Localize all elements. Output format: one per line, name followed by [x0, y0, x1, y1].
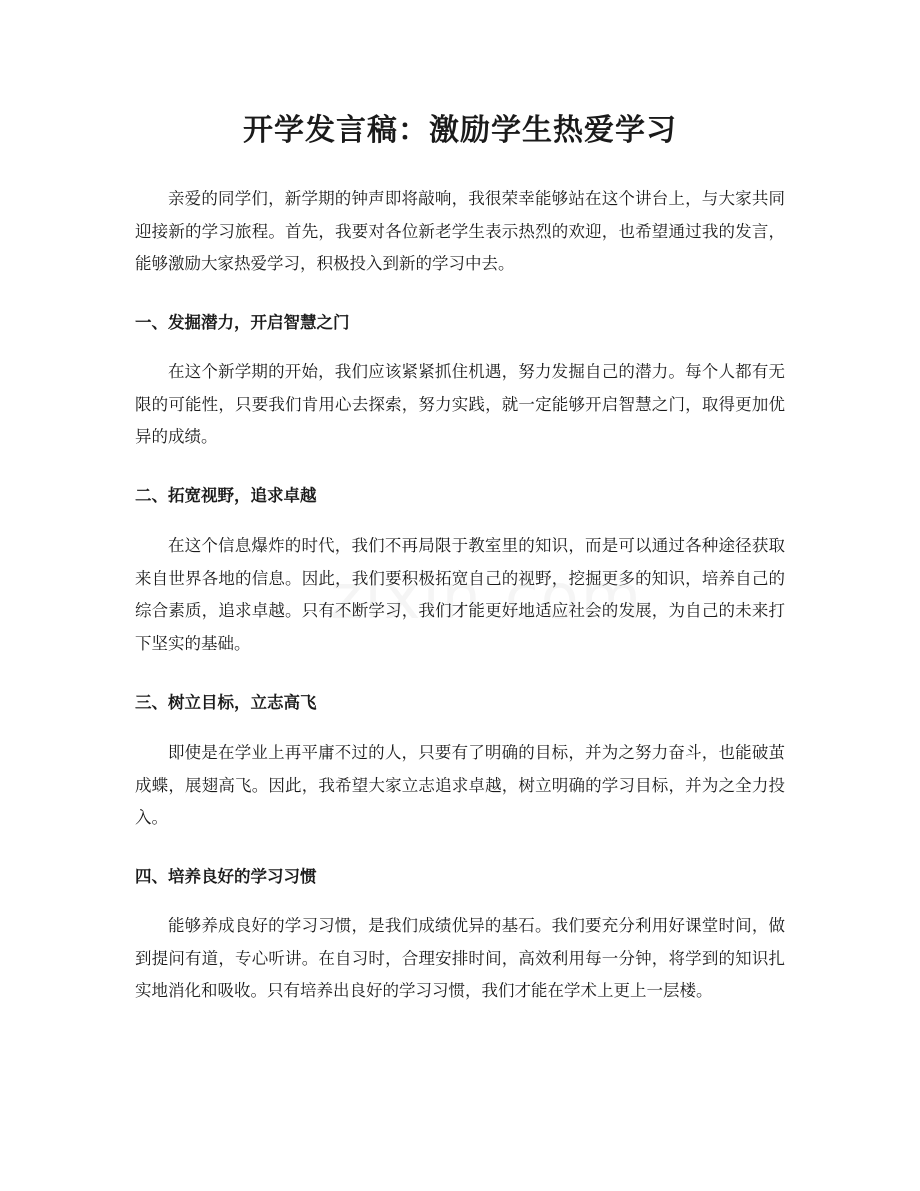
section-body-4: 能够养成良好的学习习惯，是我们成绩优异的基石。我们要充分利用好课堂时间，做到提问有道，专心听讲。在自习时，合理安排时间，高效利用每一分钟，将学到的知识扎实地消化和吸收。只有培养出良好的学习习惯，我们才能在学术上更上一层楼。	[135, 916, 785, 1000]
section-body-1: 在这个新学期的开始，我们应该紧紧抓住机遇，努力发掘自己的潜力。每个人都有无限的可能性，只要我们肯用心去探索，努力实践，就一定能够开启智慧之门，取得更加优异的成绩。	[135, 362, 785, 446]
section-heading-1: 一、发掘潜力，开启智慧之门	[135, 313, 350, 332]
section-body-2: 在这个信息爆炸的时代，我们不再局限于教室里的知识，而是可以通过各种途径获取来自世界各地的信息。因此，我们要积极拓宽自己的视野，挖掘更多的知识，培养自己的综合素质，追求卓越。只有不断学习，我们才能更好地适应社会的发展，为自己的未来打下坚实的基础。	[135, 536, 785, 653]
intro-paragraph: 亲爱的同学们，新学期的钟声即将敲响，我很荣幸能够站在这个讲台上，与大家共同迎接新的学习旅程。首先，我要对各位新老学生表示热烈的欢迎，也希望通过我的发言，能够激励大家热爱学习，积极投入到新的学习中去。	[135, 189, 785, 273]
section-body-3: 即使是在学业上再平庸不过的人，只要有了明确的目标，并为之努力奋斗，也能破茧成蝶，展翅高飞。因此，我希望大家立志追求卓越，树立明确的学习目标，并为之全力投入。	[135, 743, 785, 827]
section-heading-3: 三、树立目标，立志高飞	[135, 693, 317, 712]
section-heading-4: 四、培养良好的学习习惯	[135, 867, 317, 886]
page-title: 开学发言稿：激励学生热爱学习	[243, 113, 677, 148]
section-heading-2: 二、拓宽视野，追求卓越	[135, 486, 317, 505]
